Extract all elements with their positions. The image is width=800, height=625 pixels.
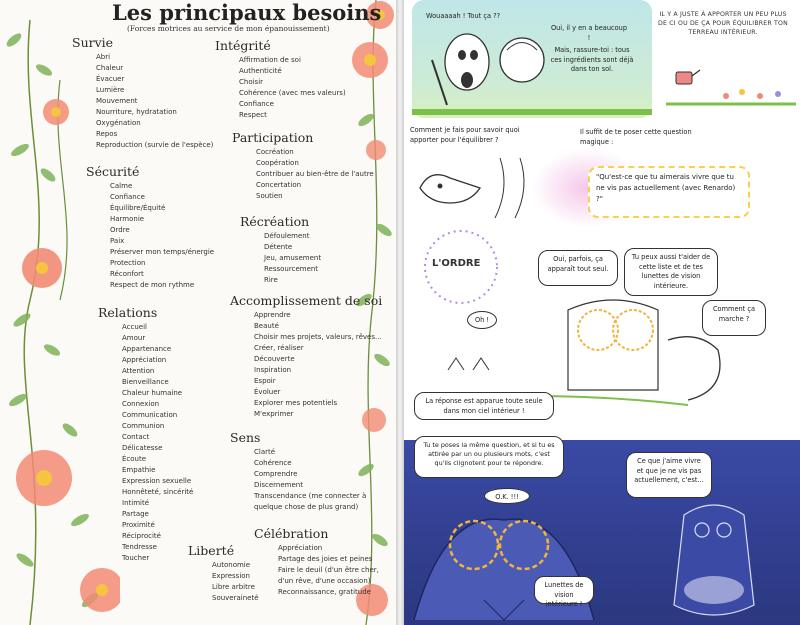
category-survie [72, 35, 213, 151]
need-item: Inspiration [254, 366, 292, 374]
page-subtitle: (Forces motrices au service de mon épanouissement) [127, 24, 330, 33]
speech-bubble: Ce que j'aime vivre et que je ne vis pas actuellement, c'est... [626, 452, 712, 498]
need-item: Souveraineté [212, 594, 259, 602]
need-item: Ressourcement [264, 265, 319, 273]
category-title: Accomplissement de soi [230, 293, 383, 308]
need-item: Communion [122, 422, 165, 430]
speech-bubble: Comment je fais pour savoir quoi apporter pour l'équilibrer ? [410, 126, 520, 144]
need-item: Amour [122, 334, 146, 342]
need-item: Transcendance (me connecter à [254, 492, 367, 500]
need-item: Défoulement [264, 232, 310, 240]
need-item: Libre arbitre [212, 583, 255, 591]
speech-bubble: Oui, il y en a beaucoup ! [550, 24, 628, 42]
need-item: Appréciation [122, 356, 167, 364]
need-item: Appréciation [278, 544, 323, 552]
fox-with-glasses-drawing [654, 495, 774, 625]
need-item: Expression [212, 572, 250, 580]
need-item: Faire le deuil (d'un être cher, [278, 566, 379, 574]
narration-text: Il suffit de te poser cette question magique : [580, 128, 692, 146]
need-item: Lumière [96, 86, 125, 94]
need-item: Confiance [110, 193, 145, 201]
need-item: Confiance [239, 100, 274, 108]
category-participation [232, 130, 374, 202]
need-item: Explorer mes potentiels [254, 399, 338, 407]
category-securite [86, 164, 214, 291]
need-item: Comprendre [254, 470, 298, 478]
need-item: Attention [122, 367, 155, 375]
needs-list [254, 543, 379, 598]
need-item: Mouvement [96, 97, 138, 105]
need-item: Empathie [122, 466, 156, 474]
need-item: Évoluer [254, 388, 281, 396]
need-item: Authenticité [239, 67, 282, 75]
need-item: Concertation [256, 181, 302, 189]
need-item: Autonomie [212, 561, 251, 569]
need-item: Choisir mes projets, valeurs, rêves... [254, 333, 382, 341]
need-item: Soutien [256, 192, 283, 200]
need-item: Reconnaissance, gratitude [278, 588, 371, 596]
need-item: Repos [96, 130, 118, 138]
need-item: Apprendre [254, 311, 291, 319]
need-item: Réciprocité [122, 532, 161, 540]
need-item: Proximité [122, 521, 155, 529]
needs-list [98, 322, 193, 564]
need-item: Équilibre/Équité [110, 204, 166, 212]
left-page [0, 0, 396, 625]
speech-bubble: Oui, parfois, ça apparaît tout seul. [538, 250, 618, 286]
narration-caption: IL Y A JUSTE À APPORTER UN PEU PLUS DE CI OU DE ÇA POUR ÉQUILIBRER TON TERREAU INTÉRIEUR. [658, 11, 788, 36]
need-item: Tendresse [122, 543, 157, 551]
needs-list [230, 310, 382, 420]
category-liberte [188, 543, 259, 604]
category-celebration [254, 526, 379, 598]
category-relations [98, 305, 193, 564]
need-item: Oxygénation [96, 119, 141, 127]
need-item: Préserver mon temps/énergie [110, 248, 215, 256]
need-item: d'un rêve, d'une occasion) [278, 577, 371, 585]
need-item: Chaleur humaine [122, 389, 183, 397]
category-title: Récréation [240, 214, 310, 229]
need-item: Protection [110, 259, 146, 267]
need-item: Partage [122, 510, 149, 518]
speech-bubble: Mais, rassure-toi : tous ces ingrédients sont déjà dans ton sol. [550, 46, 634, 73]
need-item: Réconfort [110, 270, 144, 278]
need-item: Détente [264, 243, 293, 251]
category-accomplissement [230, 293, 382, 420]
need-item: Jeu, amusement [264, 254, 322, 262]
need-item: Écoute [122, 455, 147, 463]
need-item: M'exprimer [254, 410, 294, 418]
category-title: Sécurité [86, 164, 140, 179]
category-title: Survie [72, 35, 114, 50]
speech-bubble: Comment ça marche ? [702, 300, 766, 336]
needs-list [188, 560, 259, 604]
watering-can-drawing [666, 60, 796, 110]
need-item: Choisir [239, 78, 264, 86]
needs-list [240, 231, 321, 286]
need-item: Contact [122, 433, 150, 441]
need-item: quelque chose de plus grand) [254, 503, 359, 511]
speech-bubble: Lunettes de vision intérieure ! [534, 576, 594, 604]
need-item: Créer, réaliser [254, 344, 304, 352]
need-item: Connexion [122, 400, 160, 408]
need-item: Appartenance [122, 345, 172, 353]
speech-bubble: La réponse est apparue toute seule dans mon ciel intérieur ! [414, 392, 554, 420]
need-item: Chaleur [96, 64, 124, 72]
magic-question-bubble: "Qu'est-ce que tu aimerais vivre que tu ne vis pas actuellement (avec Renardo) ?" [588, 166, 750, 218]
word-ordre: L'ORDRE [432, 258, 481, 269]
category-title: Relations [98, 305, 158, 320]
needs-list [215, 55, 346, 121]
needs-list [86, 181, 214, 291]
need-item: Accueil [122, 323, 147, 331]
needs-list [232, 147, 374, 202]
need-item: Nourriture, hydratation [96, 108, 177, 116]
need-item: Ordre [110, 226, 130, 234]
need-item: Découverte [254, 355, 295, 363]
category-title: Célébration [254, 526, 329, 541]
need-item: Coopération [256, 159, 299, 167]
need-item: Paix [110, 237, 125, 245]
need-item: Reproduction (survie de l'espèce) [96, 141, 214, 149]
speech-bubble: Tu peux aussi t'aider de cette liste et de tes lunettes de vision intérieure. [624, 248, 718, 296]
need-item: Communication [122, 411, 178, 419]
need-item: Cohérence (avec mes valeurs) [239, 89, 346, 97]
need-item: Honnêteté, sincérité [122, 488, 194, 496]
need-item: Évacuer [96, 75, 125, 83]
category-integrite [215, 38, 346, 121]
speech-bubble: O.K. !!! [484, 488, 530, 504]
fox-thinking-drawing [410, 148, 560, 228]
needs-list [230, 447, 366, 513]
need-item: Délicatesse [122, 444, 163, 452]
speech-bubble: Oh ! [467, 311, 497, 329]
category-sens [230, 430, 366, 513]
need-item: Abri [96, 53, 111, 61]
need-item: Harmonie [110, 215, 145, 223]
need-item: Calme [110, 182, 133, 190]
category-title: Intégrité [215, 38, 271, 53]
need-item: Cohérence [254, 459, 292, 467]
need-item: Bienveillance [122, 378, 169, 386]
need-item: Rire [264, 276, 278, 284]
need-item: Respect [239, 111, 267, 119]
need-item: Toucher [122, 554, 150, 562]
page-title: Les principaux besoins [112, 0, 382, 25]
category-title: Sens [230, 430, 261, 445]
need-item: Espoir [254, 377, 276, 385]
speech-bubble: Tu te poses la même question, et si tu es attirée par un ou plusieurs mots, c'est qu'ils clignotent pour te répondre. [414, 436, 564, 478]
need-item: Clarté [254, 448, 276, 456]
need-item: Beauté [254, 322, 279, 330]
need-item: Expression sexuelle [122, 477, 192, 485]
speech-bubble: Wouaaaah ! Tout ça ?? [426, 12, 501, 20]
needs-list [72, 52, 213, 151]
right-page [404, 0, 800, 625]
need-item: Contribuer au bien-être de l'autre [256, 170, 374, 178]
need-item: Intimité [122, 499, 150, 507]
category-title: Liberté [188, 543, 235, 558]
need-item: Affirmation de soi [239, 56, 301, 64]
book-gutter [396, 0, 404, 625]
category-recreation [240, 214, 321, 286]
need-item: Respect de mon rythme [110, 281, 195, 289]
category-title: Participation [232, 130, 314, 145]
need-item: Partage des joies et peines [278, 555, 373, 563]
need-item: Cocréation [256, 148, 294, 156]
need-item: Discernement [254, 481, 303, 489]
